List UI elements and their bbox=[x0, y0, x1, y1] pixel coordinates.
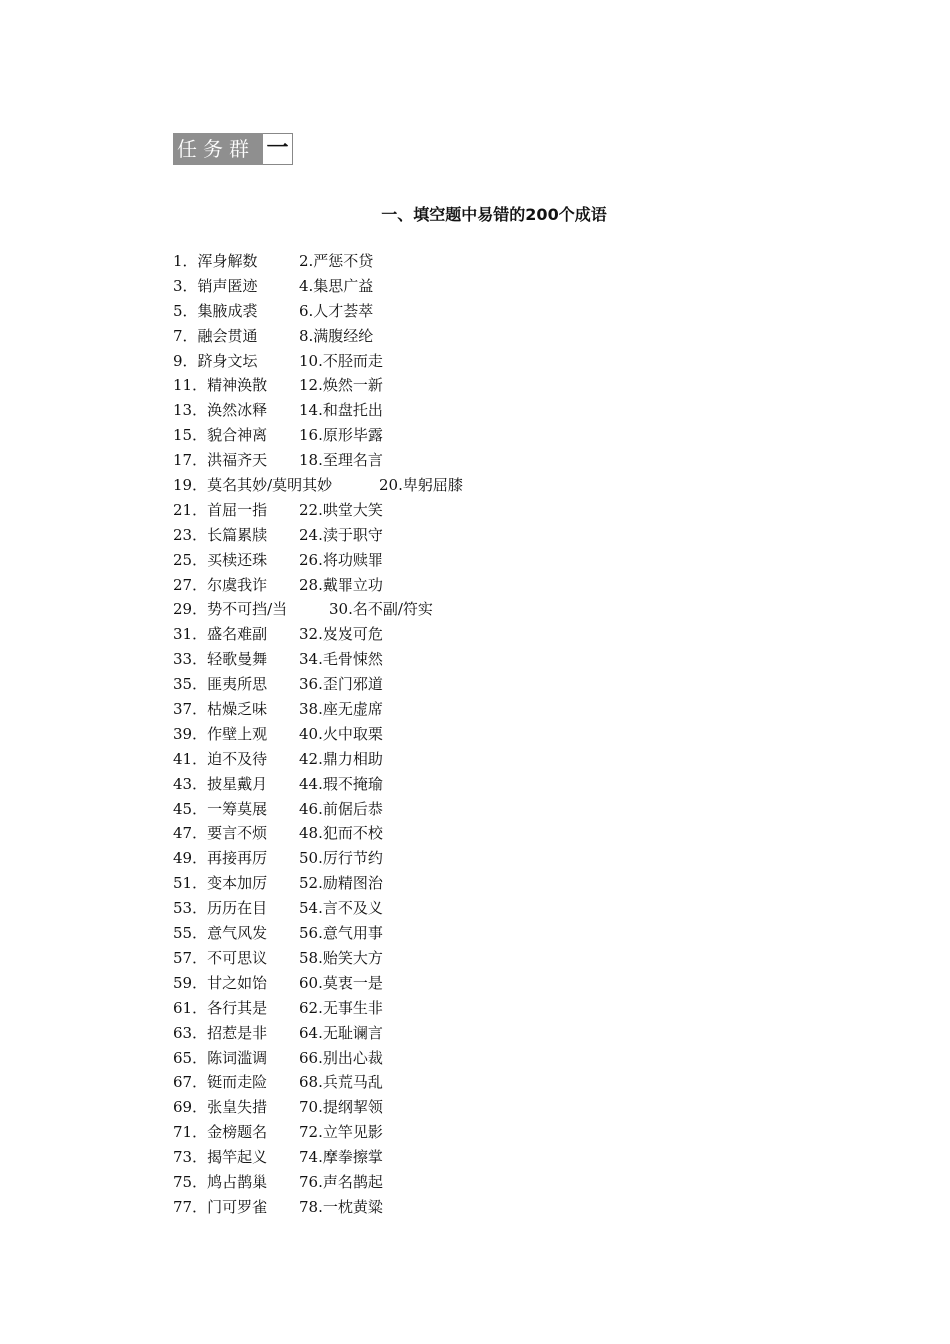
idiom-right: 64.无耻谰言 bbox=[299, 1023, 383, 1042]
list-item bbox=[173, 896, 463, 921]
idiom-left: 27．尔虞我诈 bbox=[173, 575, 268, 594]
idiom-right: 60.莫衷一是 bbox=[299, 973, 383, 992]
list-item bbox=[173, 846, 463, 871]
idiom-left: 75．鸠占鹊巢 bbox=[173, 1172, 268, 1191]
idiom-left: 43．披星戴月 bbox=[173, 774, 268, 793]
idiom-left: 45．一筹莫展 bbox=[173, 799, 268, 818]
idiom-right: 44.瑕不掩瑜 bbox=[299, 774, 383, 793]
list-item bbox=[173, 423, 463, 448]
idiom-left: 17．洪福齐天 bbox=[173, 451, 268, 470]
list-item bbox=[173, 1095, 463, 1120]
list-item bbox=[173, 448, 463, 473]
idiom-right: 62.无事生非 bbox=[299, 998, 383, 1017]
list-item bbox=[173, 996, 463, 1021]
idiom-left: 35．匪夷所思 bbox=[173, 675, 268, 694]
list-item bbox=[173, 498, 463, 523]
idiom-right: 74.摩拳擦掌 bbox=[299, 1148, 383, 1167]
idiom-right: 20.卑躬屈膝 bbox=[379, 476, 463, 495]
list-item bbox=[173, 921, 463, 946]
list-item bbox=[173, 349, 463, 374]
list-item bbox=[173, 573, 463, 598]
idiom-left: 37．枯燥乏味 bbox=[173, 700, 268, 719]
idiom-right: 18.至理名言 bbox=[299, 451, 383, 470]
idiom-right: 38.座无虚席 bbox=[299, 700, 383, 719]
idiom-right: 56.意气用事 bbox=[299, 924, 383, 943]
idiom-right: 76.声名鹊起 bbox=[299, 1172, 383, 1191]
list-item bbox=[173, 1046, 463, 1071]
list-item bbox=[173, 1021, 463, 1046]
list-item bbox=[173, 697, 463, 722]
idiom-right: 10.不胫而走 bbox=[299, 351, 383, 370]
idiom-right: 42.鼎力相助 bbox=[299, 749, 383, 768]
list-item bbox=[173, 797, 463, 822]
list-item bbox=[173, 647, 463, 672]
list-item bbox=[173, 622, 463, 647]
list-item bbox=[173, 946, 463, 971]
idiom-right: 32.岌岌可危 bbox=[299, 625, 383, 644]
list-item bbox=[173, 398, 463, 423]
idiom-left: 63．招惹是非 bbox=[173, 1023, 268, 1042]
idiom-right: 46.前倨后恭 bbox=[299, 799, 383, 818]
idiom-right: 52.励精图治 bbox=[299, 874, 383, 893]
list-item bbox=[173, 373, 463, 398]
idiom-right: 6.人才荟萃 bbox=[299, 301, 374, 320]
idiom-left: 33．轻歌曼舞 bbox=[173, 650, 268, 669]
idiom-left: 71．金榜题名 bbox=[173, 1123, 268, 1142]
list-item bbox=[173, 274, 463, 299]
idiom-left: 39．作壁上观 bbox=[173, 724, 268, 743]
idiom-right: 68.兵荒马乱 bbox=[299, 1073, 383, 1092]
list-item bbox=[173, 1170, 463, 1195]
idiom-right: 34.毛骨悚然 bbox=[299, 650, 383, 669]
idiom-right: 26.将功赎罪 bbox=[299, 550, 383, 569]
idiom-left: 21．首屈一指 bbox=[173, 500, 268, 519]
idiom-list bbox=[173, 249, 463, 1220]
list-item bbox=[173, 971, 463, 996]
idiom-right: 22.哄堂大笑 bbox=[299, 500, 383, 519]
idiom-left: 5．集腋成裘 bbox=[173, 301, 258, 320]
list-item bbox=[173, 597, 463, 622]
idiom-left: 55．意气风发 bbox=[173, 924, 268, 943]
badge-number: 一 bbox=[263, 133, 293, 165]
idiom-left: 41．迫不及待 bbox=[173, 749, 268, 768]
idiom-right: 2.严惩不贷 bbox=[299, 252, 374, 270]
list-item bbox=[173, 672, 463, 697]
idiom-left: 19．莫名其妙/莫明其妙 bbox=[173, 476, 333, 495]
idiom-left: 49．再接再厉 bbox=[173, 849, 268, 868]
list-item bbox=[173, 1120, 463, 1145]
idiom-left: 61．各行其是 bbox=[173, 998, 268, 1017]
list-item bbox=[173, 324, 463, 349]
list-item bbox=[173, 249, 463, 274]
list-item bbox=[173, 772, 463, 797]
idiom-right: 30.名不副/符实 bbox=[329, 600, 433, 619]
list-item bbox=[173, 523, 463, 548]
idiom-left: 9．跻身文坛 bbox=[173, 351, 258, 370]
idiom-right: 66.别出心裁 bbox=[299, 1048, 383, 1067]
idiom-right: 70.提纲挈领 bbox=[299, 1098, 383, 1117]
idiom-left: 23．长篇累牍 bbox=[173, 525, 268, 544]
idiom-left: 73．揭竿起义 bbox=[173, 1148, 268, 1167]
idiom-right: 14.和盘托出 bbox=[299, 401, 383, 420]
page-title: 一、填空题中易错的200个成语 bbox=[381, 205, 607, 224]
idiom-left: 57．不可思议 bbox=[173, 948, 268, 967]
list-item bbox=[173, 871, 463, 896]
idiom-right: 28.戴罪立功 bbox=[299, 575, 383, 594]
idiom-left: 69．张皇失措 bbox=[173, 1098, 268, 1117]
list-item bbox=[173, 1145, 463, 1170]
idiom-left: 65．陈词滥调 bbox=[173, 1048, 268, 1067]
list-item bbox=[173, 1070, 463, 1095]
idiom-left: 1．浑身解数 bbox=[173, 252, 258, 270]
idiom-right: 48.犯而不校 bbox=[299, 824, 383, 843]
idiom-right: 12.焕然一新 bbox=[299, 376, 383, 395]
list-item bbox=[173, 1195, 463, 1220]
idiom-right: 4.集思广益 bbox=[299, 276, 374, 295]
idiom-left: 77．门可罗雀 bbox=[173, 1197, 268, 1216]
idiom-left: 7．融会贯通 bbox=[173, 326, 258, 345]
idiom-left: 47．要言不烦 bbox=[173, 824, 268, 843]
idiom-right: 72.立竿见影 bbox=[299, 1123, 383, 1142]
list-item bbox=[173, 747, 463, 772]
list-item bbox=[173, 299, 463, 324]
idiom-left: 53．历历在目 bbox=[173, 899, 268, 918]
section-badge bbox=[173, 133, 293, 165]
idiom-left: 67．铤而走险 bbox=[173, 1073, 268, 1092]
idiom-left: 59．甘之如饴 bbox=[173, 973, 268, 992]
list-item bbox=[173, 548, 463, 573]
list-item bbox=[173, 722, 463, 747]
badge-label: 任务群 bbox=[173, 133, 263, 165]
idiom-left: 51．变本加厉 bbox=[173, 874, 268, 893]
idiom-right: 24.渎于职守 bbox=[299, 525, 383, 544]
idiom-right: 16.原形毕露 bbox=[299, 426, 383, 445]
idiom-right: 8.满腹经纶 bbox=[299, 326, 374, 345]
idiom-right: 36.歪门邪道 bbox=[299, 675, 383, 694]
idiom-left: 11．精神涣散 bbox=[173, 376, 268, 395]
idiom-right: 78.一枕黄粱 bbox=[299, 1197, 383, 1216]
idiom-left: 25．买椟还珠 bbox=[173, 550, 268, 569]
idiom-left: 3．销声匿迹 bbox=[173, 276, 258, 295]
idiom-right: 40.火中取栗 bbox=[299, 724, 383, 743]
idiom-left: 13．涣然冰释 bbox=[173, 401, 268, 420]
idiom-left: 31．盛名难副 bbox=[173, 625, 268, 644]
list-item bbox=[173, 473, 463, 498]
idiom-right: 58.贻笑大方 bbox=[299, 948, 383, 967]
idiom-right: 54.言不及义 bbox=[299, 899, 383, 918]
idiom-right: 50.厉行节约 bbox=[299, 849, 383, 868]
idiom-left: 15．貌合神离 bbox=[173, 426, 268, 445]
list-item bbox=[173, 821, 463, 846]
idiom-left: 29．势不可挡/当 bbox=[173, 600, 288, 619]
